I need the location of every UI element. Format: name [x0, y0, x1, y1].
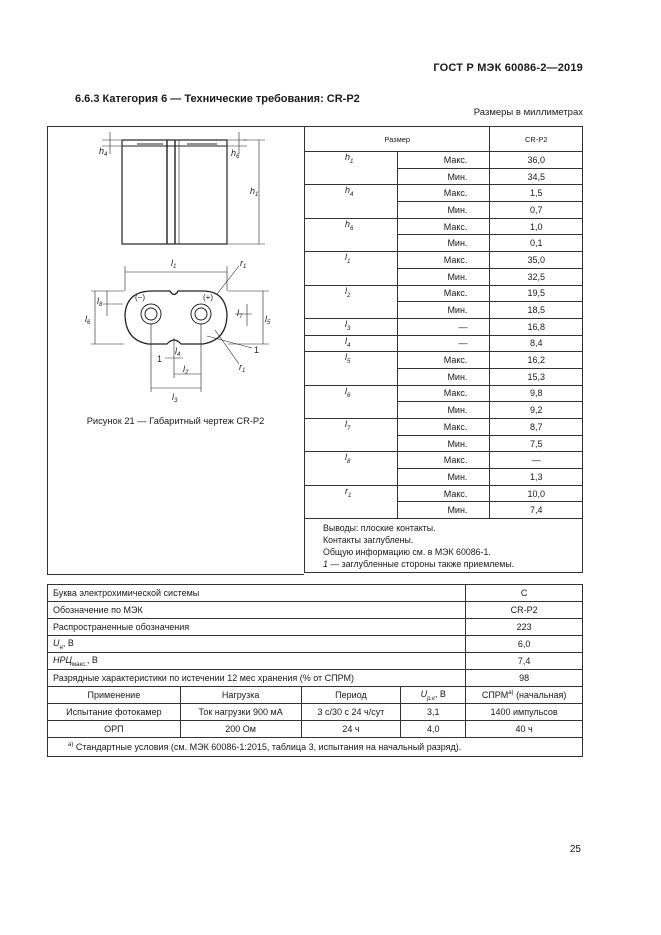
dim-symbol: $h_6$: [305, 218, 398, 251]
dim-row: [305, 318, 583, 335]
dim-value: 9,2: [490, 402, 583, 419]
dim-symbol: $l_7$: [305, 419, 398, 452]
dim-row: [305, 152, 583, 169]
label-l3: $l_3$: [172, 392, 178, 404]
dim-kind: Мин.: [397, 235, 490, 252]
dimensions-table: [304, 126, 583, 573]
char-label: $НРЦ_{макс.}$, В: [48, 653, 466, 670]
dim-row: [305, 252, 583, 269]
dim-kind: Макс.: [397, 352, 490, 369]
char-label: Распространенные обозначения: [48, 619, 466, 636]
dim-value: 19,5: [490, 285, 583, 302]
test-application: Испытание фотокамер: [48, 704, 181, 721]
label-h4: $h_4$: [99, 146, 108, 158]
figure-caption: Рисунок 21 — Габаритный чертеж CR-P2: [86, 416, 265, 426]
dim-symbol: $l_2$: [305, 285, 398, 318]
dim-value: 1,5: [490, 185, 583, 202]
col-load: Нагрузка: [180, 687, 301, 704]
label-minus: (−): [135, 293, 145, 302]
char-row: [48, 636, 583, 653]
dim-kind: Мин.: [397, 268, 490, 285]
page-number: 25: [569, 844, 581, 855]
char-value: 223: [466, 619, 583, 636]
char-label: Обозначение по МЭК: [48, 602, 466, 619]
units-note: Размеры в миллиметрах: [473, 107, 583, 118]
dim-kind: Мин.: [397, 402, 490, 419]
dim-row: [305, 385, 583, 402]
dim-symbol: $l_8$: [305, 452, 398, 485]
dim-symbol: $h_4$: [305, 185, 398, 218]
dim-kind: —: [397, 335, 490, 352]
col-period: Период: [301, 687, 401, 704]
char-row: [48, 602, 583, 619]
test-load: Ток нагрузки 900 мА: [180, 704, 301, 721]
dim-row: [305, 285, 583, 302]
label-l5: $l_5$: [265, 314, 271, 326]
char-label: Разрядные характеристики по истечении 12 мес хранения (% от СПРМ): [48, 670, 466, 687]
dim-symbol: $l_3$: [305, 318, 398, 335]
char-row: [48, 670, 583, 687]
test-application: ОРП: [48, 721, 181, 738]
dim-row: [305, 352, 583, 369]
dim-kind: Мин.: [397, 168, 490, 185]
label-l4: $l_4$: [175, 346, 181, 358]
note-line: Контакты заглублены.: [323, 535, 414, 546]
dim-kind: Макс.: [397, 185, 490, 202]
test-load: 200 Ом: [180, 721, 301, 738]
label-l6: $l_6$: [85, 314, 91, 326]
test-voltage: 3,1: [401, 704, 466, 721]
label-l8: $l_8$: [97, 296, 103, 308]
label-one-a: 1: [254, 345, 260, 355]
dim-row: [305, 335, 583, 352]
dim-value: 8,7: [490, 419, 583, 436]
dim-symbol: $h_1$: [305, 152, 398, 185]
char-value: C: [466, 585, 583, 602]
dim-value: 9,8: [490, 385, 583, 402]
dim-value: 1,0: [490, 218, 583, 235]
dim-kind: Мин.: [397, 435, 490, 452]
dim-kind: —: [397, 318, 490, 335]
test-row: [48, 721, 583, 738]
dim-symbol: $l_4$: [305, 335, 398, 352]
dim-kind: Макс.: [397, 285, 490, 302]
dim-kind: Мин.: [397, 469, 490, 486]
battery-drawing: [47, 126, 304, 416]
dim-symbol: $l_1$: [305, 252, 398, 285]
char-value: CR-P2: [466, 602, 583, 619]
dim-value: 35,0: [490, 252, 583, 269]
char-value: 6,0: [466, 636, 583, 653]
dim-value: 36,0: [490, 152, 583, 169]
dim-kind: Макс.: [397, 452, 490, 469]
dim-kind: Мин.: [397, 502, 490, 519]
dim-value: 32,5: [490, 268, 583, 285]
note-line: Выводы: плоские контакты.: [323, 523, 436, 534]
dim-value: 18,5: [490, 302, 583, 319]
char-row: [48, 619, 583, 636]
label-l2: $l_2$: [183, 364, 189, 376]
test-spdm: 40 ч: [466, 721, 583, 738]
char-label: $U_н$, В: [48, 636, 466, 653]
dim-row: [305, 419, 583, 436]
label-one-b: 1: [157, 354, 163, 364]
dim-value: 0,1: [490, 235, 583, 252]
dim-value: 0,7: [490, 202, 583, 219]
dim-kind: Мин.: [397, 302, 490, 319]
char-row: [48, 653, 583, 670]
characteristics-table: [47, 584, 583, 757]
char-value: 98: [466, 670, 583, 687]
char-value: 7,4: [466, 653, 583, 670]
char-col-headers: [48, 687, 583, 704]
dim-value: 16,2: [490, 352, 583, 369]
dim-value: 1,3: [490, 469, 583, 486]
footnote: $^{а)}$ Стандартные условия (см. МЭК 60086-1:2015, таблица 3, испытания на начальный разряд).: [48, 738, 583, 757]
dim-kind: Макс.: [397, 419, 490, 436]
dim-kind: Мин.: [397, 368, 490, 385]
col-spdm: $СПРМ^{а)}$ (начальная): [466, 687, 583, 704]
header-size: Размер: [305, 127, 490, 152]
dim-value: 7,5: [490, 435, 583, 452]
dim-row: [305, 452, 583, 469]
char-label: Буква электрохимической системы: [48, 585, 466, 602]
document-header: ГОСТ Р МЭК 60086-2—2019: [433, 62, 583, 74]
note-line: Общую информацию см. в МЭК 60086-1.: [323, 547, 491, 558]
label-r1-top: $r_1$: [240, 258, 247, 270]
dim-kind: Макс.: [397, 218, 490, 235]
label-l1: $l_1$: [171, 258, 177, 270]
section-title: 6.6.3 Категория 6 — Технические требования: CR-P2: [75, 93, 360, 105]
dim-kind: Макс.: [397, 152, 490, 169]
test-period: 24 ч: [301, 721, 401, 738]
label-plus: (+): [203, 293, 213, 302]
dim-value: 7,4: [490, 502, 583, 519]
footnote-row: [48, 738, 583, 757]
dim-kind: Мин.: [397, 202, 490, 219]
dim-row: [305, 218, 583, 235]
dim-kind: Макс.: [397, 385, 490, 402]
dim-value: 10,0: [490, 485, 583, 502]
dim-row: [305, 185, 583, 202]
positive-terminal: [191, 304, 211, 324]
col-voltage: $U_{р.к}$, В: [401, 687, 466, 704]
dim-value: —: [490, 452, 583, 469]
dim-notes: [305, 519, 583, 573]
header-type: CR-P2: [490, 127, 583, 152]
dim-symbol: $l_6$: [305, 385, 398, 418]
label-r1-bottom: $r_1$: [239, 362, 246, 374]
dim-value: 16,8: [490, 318, 583, 335]
test-spdm: 1400 импульсов: [466, 704, 583, 721]
dim-value: 34,5: [490, 168, 583, 185]
char-row: [48, 585, 583, 602]
dim-value: 15,3: [490, 368, 583, 385]
test-voltage: 4,0: [401, 721, 466, 738]
dim-kind: Макс.: [397, 485, 490, 502]
label-h1: $h_1$: [250, 186, 259, 198]
dim-value: 8,4: [490, 335, 583, 352]
test-period: 3 с/30 с 24 ч/сут: [301, 704, 401, 721]
dim-kind: Макс.: [397, 252, 490, 269]
col-application: Применение: [48, 687, 181, 704]
dim-symbol: $l_5$: [305, 352, 398, 385]
note-line: 1 — заглубленные стороны также приемлемы.: [323, 559, 515, 570]
negative-terminal: [141, 304, 161, 324]
dim-notes-row: [305, 519, 583, 573]
label-l7: $l_7$: [237, 308, 243, 320]
test-row: [48, 704, 583, 721]
dim-symbol: $r_1$: [305, 485, 398, 518]
label-h6: $h_6$: [231, 148, 240, 160]
dim-row: [305, 485, 583, 502]
